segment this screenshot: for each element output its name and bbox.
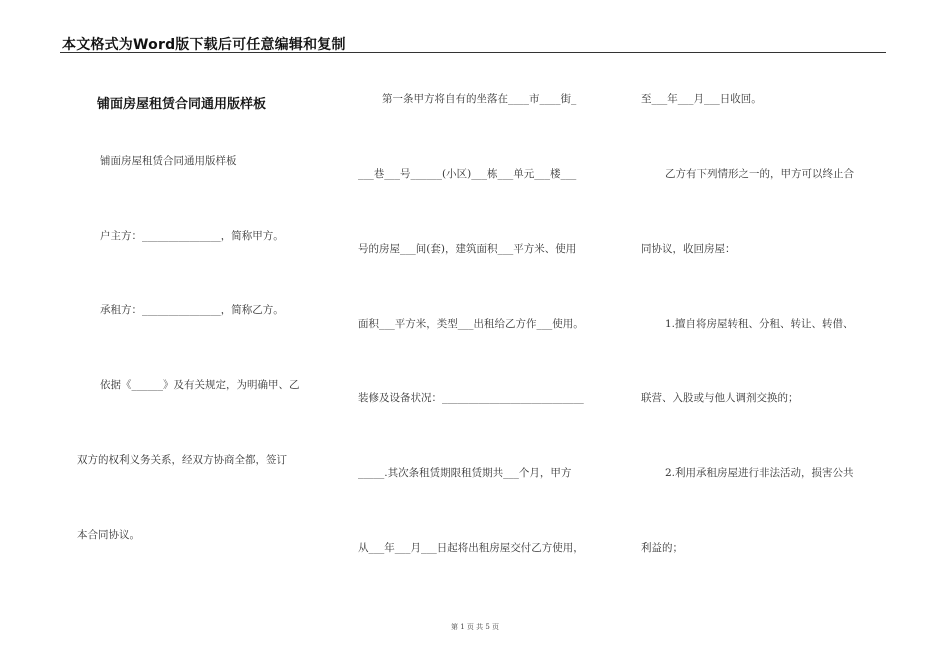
paragraph-line: 号的房屋___间(套)，建筑面积___平方米、使用 (358, 243, 577, 255)
document-title: 铺面房屋租赁合同通用版样板 (97, 97, 267, 112)
subtitle-line: 铺面房屋租赁合同通用版样板 (100, 155, 237, 167)
paragraph-line: 依据《______》及有关规定，为明确甲、乙 (100, 379, 300, 391)
list-item-line: 2.利用承租房屋进行非法活动，损害公共 (665, 467, 854, 479)
paragraph-line: 同协议，收回房屋： (641, 243, 736, 255)
paragraph-line: 本合同协议。 (77, 529, 140, 541)
list-item-line: 1.擅自将房屋转租、分租、转让、转借、 (665, 318, 854, 330)
tenant-line: 承租方：_______________，简称乙方。 (100, 304, 284, 316)
paragraph-line: 双方的权利义务关系，经双方协商全都，签订 (77, 454, 287, 466)
document-banner: 本文格式为Word版下载后可任意编辑和复制 (62, 37, 346, 53)
paragraph-line: 乙方有下列情形之一的，甲方可以终止合 (665, 168, 854, 180)
paragraph-line: 至___年___月___日收回。 (641, 93, 762, 105)
landlord-line: 户主方：_______________，简称甲方。 (100, 230, 284, 242)
paragraph-line: 面积___平方米，类型___出租给乙方作___使用。 (358, 318, 584, 330)
list-item-line: 利益的； (641, 542, 683, 554)
paragraph-line: ___巷___号______(小区)___栋___单元___楼___ (358, 168, 577, 180)
paragraph-line: 从___年___月___日起将出租房屋交付乙方使用， (358, 542, 584, 554)
header-divider (60, 52, 886, 53)
paragraph-line: 第一条甲方将自有的坐落在____市____街_ (382, 93, 577, 105)
paragraph-line: 装修及设备状况：___________________________ (358, 392, 584, 404)
paragraph-line: _____.其次条租赁期限租赁期共___个月，甲方 (358, 467, 572, 479)
list-item-line: 联营、入股或与他人调剂交换的； (641, 392, 799, 404)
page-number: 第 1 页 共 5 页 (450, 623, 500, 631)
